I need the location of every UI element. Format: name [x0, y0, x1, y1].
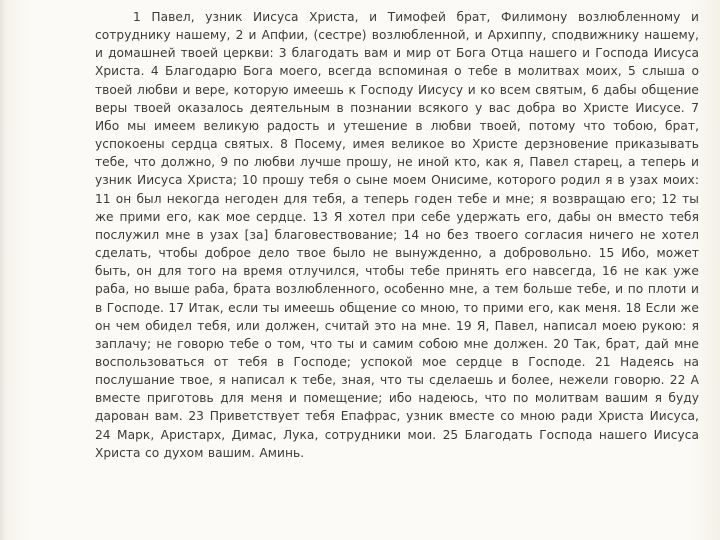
verse-text: дабы общение веры твоей оказалось деятельным в познании всякого у вас добра во Христе Иисусе.	[95, 82, 699, 115]
verse-11	[95, 192, 656, 206]
verse-number: 3	[278, 46, 287, 61]
verse-number: 22	[669, 373, 686, 388]
verse-number: 8	[280, 137, 288, 152]
verse-text: Я, Павел, написал моею рукою: я заплачу; не говорю тебе о том, что ты и самим собою мне должен.	[95, 318, 699, 351]
verse-text: не как уже раба, но выше раба, брата возлюбленного, особенно мне, а тем больше тебе, и по плоти и в Господе.	[95, 264, 699, 315]
verse-text: Павел, узник Иисуса Христа, и Тимофей брат, Филимону возлюбленному и сотруднику нашему,	[95, 10, 699, 43]
verse-number: 23	[188, 409, 204, 424]
verse-text: и Апфии, (сестре) возлюбленной, и Архиппу, сподвижнику нашему, и домашней твоей церкви:	[95, 28, 699, 61]
page-edge-shadow	[0, 0, 6, 540]
verse-number: 6	[591, 82, 599, 97]
verse-number: 4	[150, 64, 159, 79]
verse-17	[168, 301, 621, 315]
verse-text: Благодать Господа нашего Иисуса Христа со духом вашим. Аминь.	[95, 427, 699, 460]
verse-number: 1	[133, 10, 141, 24]
verse-number: 11	[95, 191, 111, 206]
verse-text: Я хотел при себе удержать его, дабы он вместо тебя послужил мне в узах [за] благовествование;	[95, 209, 699, 242]
verse-number: 17	[168, 300, 185, 315]
verse-text: Итак, если ты имеешь общение со мною, то прими его, как меня.	[188, 300, 622, 315]
verse-text: Ибо, может быть, он для того на время отлучился, чтобы тебе принять его навсегда,	[95, 246, 699, 279]
verse-number: 16	[601, 264, 618, 279]
verse-number: 10	[241, 173, 258, 188]
verse-number: 9	[220, 155, 229, 170]
verse-number: 24	[95, 427, 111, 442]
verse-number: 25	[442, 427, 459, 442]
verse-10	[242, 173, 699, 187]
verse-text: по любви лучше прошу, не иной кто, как я, Павел старец, а теперь и узник Иисуса Христа;	[95, 155, 700, 188]
verse-number: 21	[594, 354, 611, 369]
verse-number: 5	[628, 64, 636, 79]
verse-24	[95, 428, 436, 442]
verse-text: Приветствует тебя Епафрас, узник вместе со мною ради Христа Иисуса,	[209, 409, 699, 424]
verse-text: Марк, Аристарх, Димас, Лука, сотрудники мои.	[117, 427, 437, 442]
verse-text: ты же прими его, как мое сердце.	[95, 191, 699, 224]
verse-text: Надеясь на послушание твое, я написал к тебе, зная, что ты сделаешь и более, нежели говорю.	[95, 354, 700, 388]
verse-text: слыша о твоей любви и вере, которую имеешь к Господу Иисусу и ко всем святым,	[95, 64, 699, 97]
verse-text: Посему, имея великое во Христе дерзновение приказывать тебе, что должно,	[95, 137, 699, 170]
verse-text: Если же он чем обидел тебя, или должен, считай это на мне.	[95, 300, 699, 333]
verse-number: 20	[553, 336, 569, 351]
verse-number: 13	[312, 209, 328, 224]
verse-4	[151, 64, 622, 78]
verse-text: благодать вам и мир от Бога Отца нашего и Господа Иисуса Христа.	[95, 46, 699, 79]
verse-number: 19	[456, 318, 472, 333]
verse-23	[188, 409, 699, 423]
scripture-paragraph	[95, 8, 699, 462]
verse-number: 12	[661, 191, 677, 206]
verse-text: но без твоего согласия ничего не хотел сделать, чтобы доброе дело твое было не вынужденно, а добровольно.	[95, 227, 699, 261]
verse-text: Благодарю Бога моего, всегда вспоминая о тебе в молитвах моих,	[165, 64, 622, 79]
verse-number: 14	[403, 227, 420, 242]
verse-number: 7	[691, 100, 699, 115]
verse-number: 2	[235, 28, 244, 43]
verse-text: А вместе приготовь для меня и помещение; ибо надеюсь, что по молитвам вашим я буду дарован вам.	[95, 373, 699, 424]
verse-text: прошу тебя о сыне моем Онисиме, которого родил я в узах моих:	[262, 173, 699, 188]
verse-number: 18	[625, 300, 642, 315]
verse-number: 15	[598, 246, 615, 261]
verse-text: он был некогда негоден для тебя, а теперь годен тебе и мне; я возвращаю его;	[115, 191, 657, 206]
verse-text: Так, брат, дай мне воспользоваться от тебя в Господе; успокой мое сердце в Господе.	[95, 336, 699, 369]
verse-text: Ибо мы имеем великую радость и утешение в любви твоей, потому что тобою, брат, успокоены сердца святых.	[95, 118, 699, 152]
